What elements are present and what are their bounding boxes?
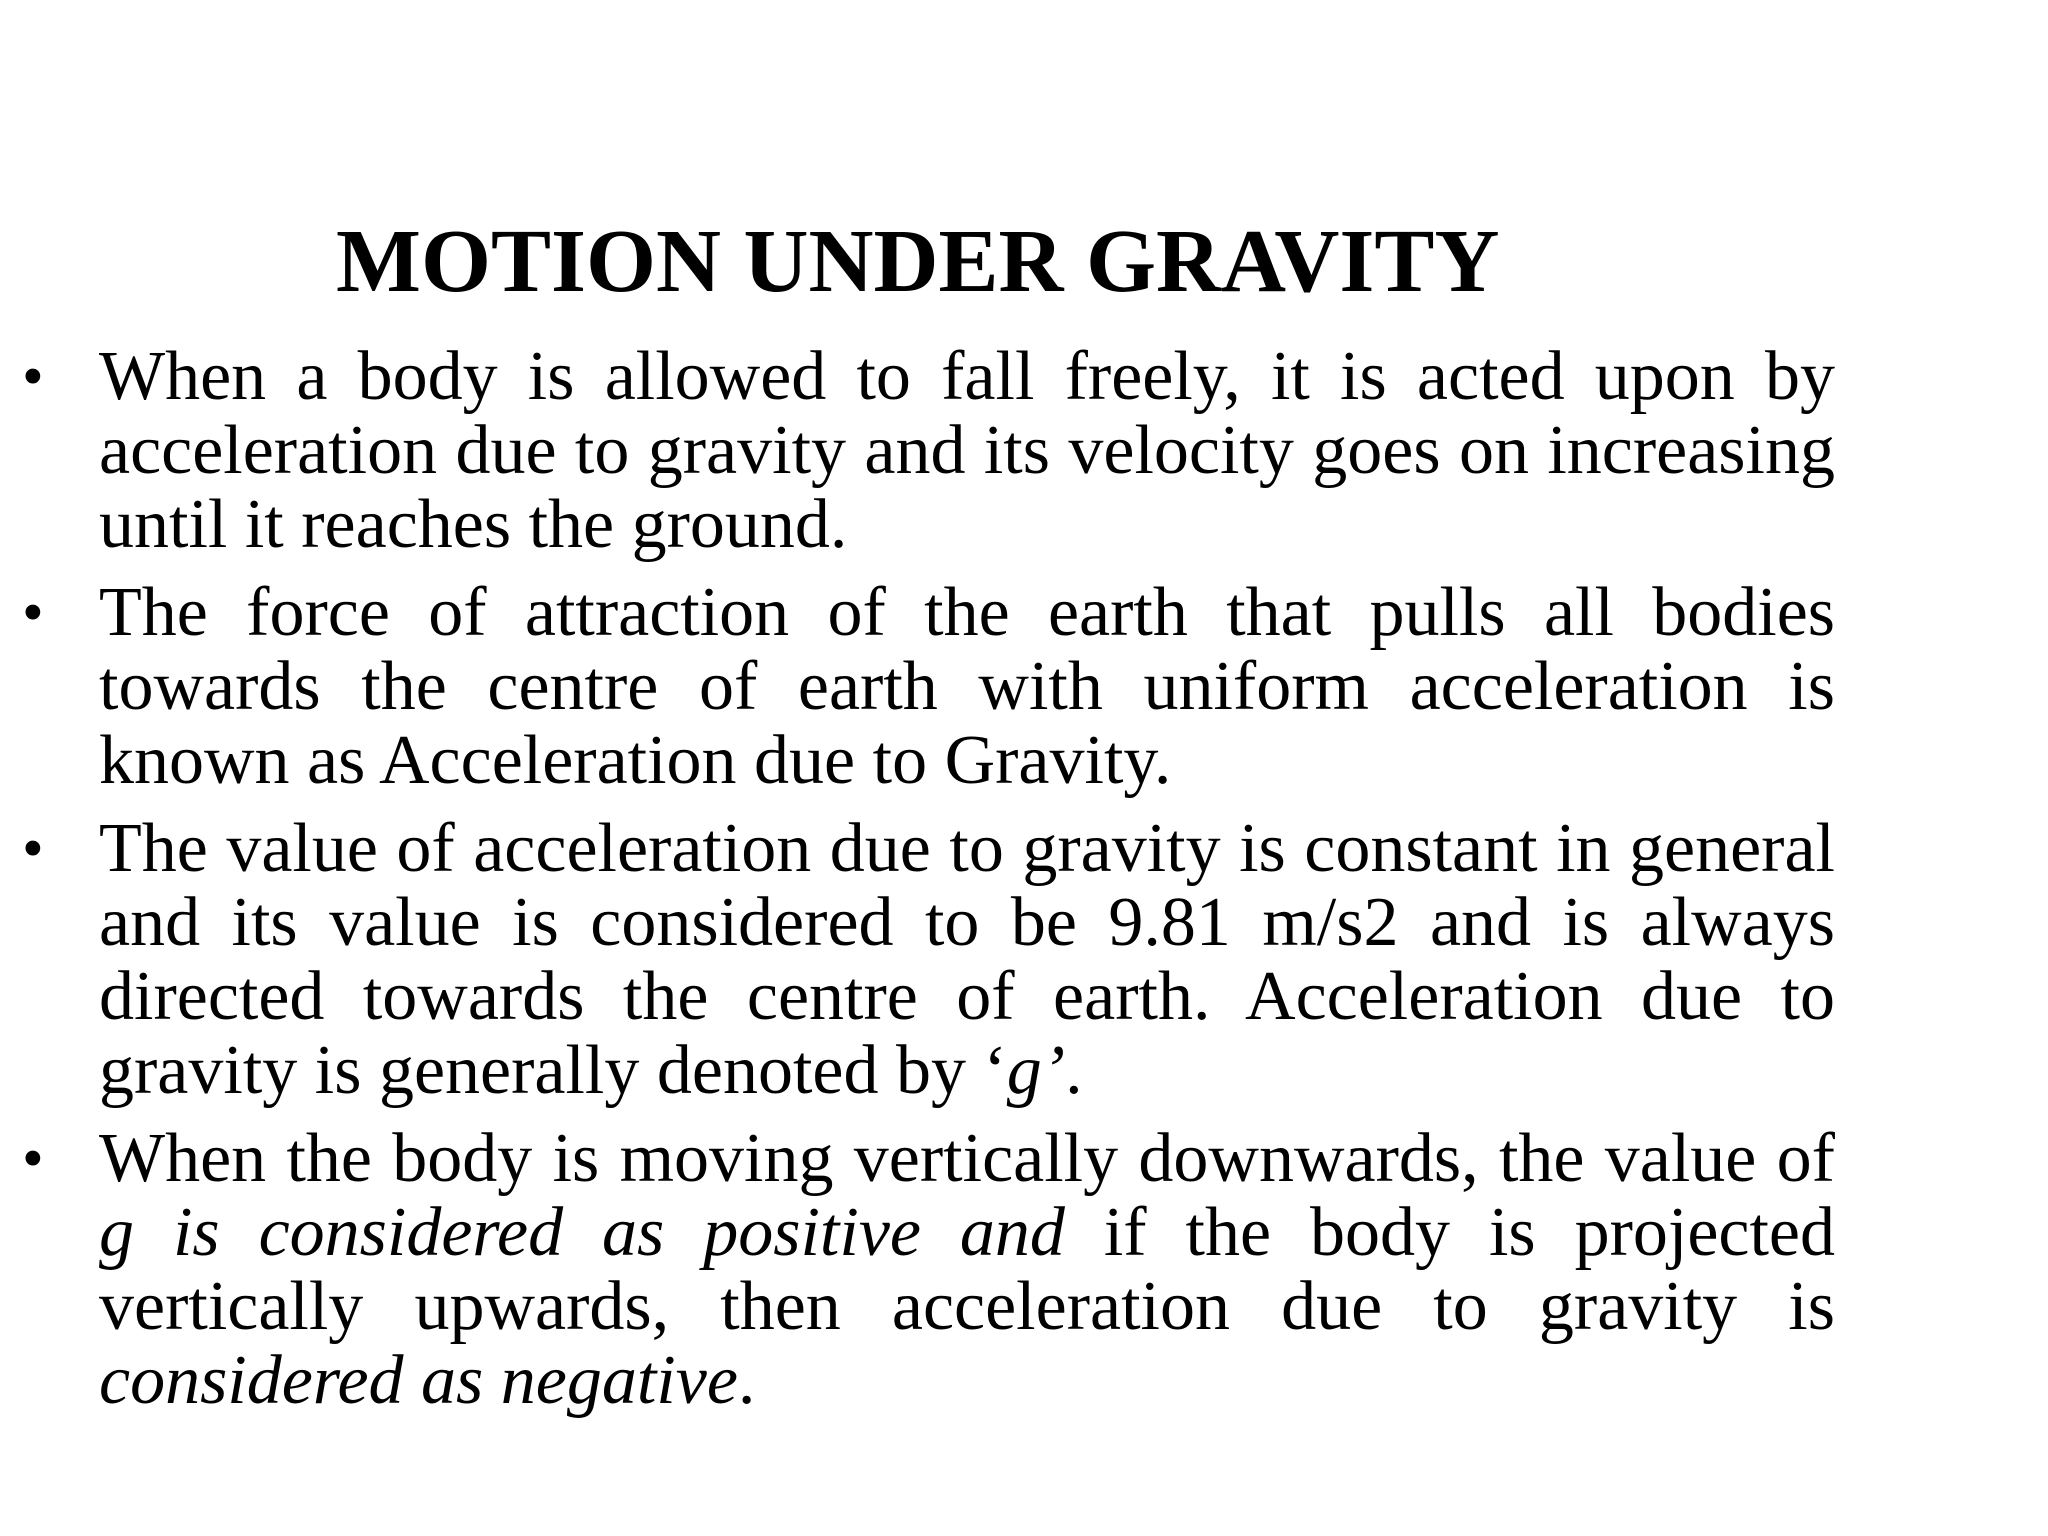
bullet-text	[99, 340, 1835, 562]
bullet-list	[0, 340, 1835, 1432]
bullet-segment: .	[1065, 1032, 1083, 1109]
bullet-segment: The value of acceleration due to gravity is constant in general and its value is considered to be 9.81 m/s2 and is always directed towards the centre of earth. Acceleration due to gravity is generally denoted by ‘	[99, 810, 1835, 1109]
bullet-segment-italic: g’	[1006, 1032, 1066, 1109]
bullet-icon: •	[22, 579, 44, 647]
bullet-segment: When a body is allowed to fall freely, it is acted upon by acceleration due to gravity and its velocity goes on increasing until it reaches the ground.	[99, 338, 1835, 563]
bullet-item-2	[0, 576, 1835, 798]
bullet-icon: •	[22, 1125, 44, 1193]
bullet-item-3	[0, 812, 1835, 1108]
bullet-segment: The force of attraction of the earth that pulls all bodies towards the centre of earth with uniform acceleration is known as Acceleration due to Gravity.	[99, 574, 1835, 799]
bullet-item-1	[0, 340, 1835, 562]
bullet-text	[99, 1122, 1835, 1418]
slide-title: MOTION UNDER GRAVITY	[336, 212, 1500, 311]
bullet-segment-italic: considered as negative	[99, 1342, 738, 1419]
bullet-item-4	[0, 1122, 1835, 1418]
bullet-text	[99, 576, 1835, 798]
bullet-icon: •	[22, 343, 44, 411]
bullet-text	[99, 812, 1835, 1108]
bullet-segment: if the body is projected vertically upwards, then acceleration due to gravity is	[99, 1194, 1835, 1345]
bullet-segment-italic: g is considered as positive and	[99, 1194, 1065, 1271]
bullet-segment: When the body is moving vertically downwards, the value of	[99, 1120, 1835, 1197]
bullet-segment: .	[737, 1342, 756, 1419]
bullet-icon: •	[22, 815, 44, 883]
